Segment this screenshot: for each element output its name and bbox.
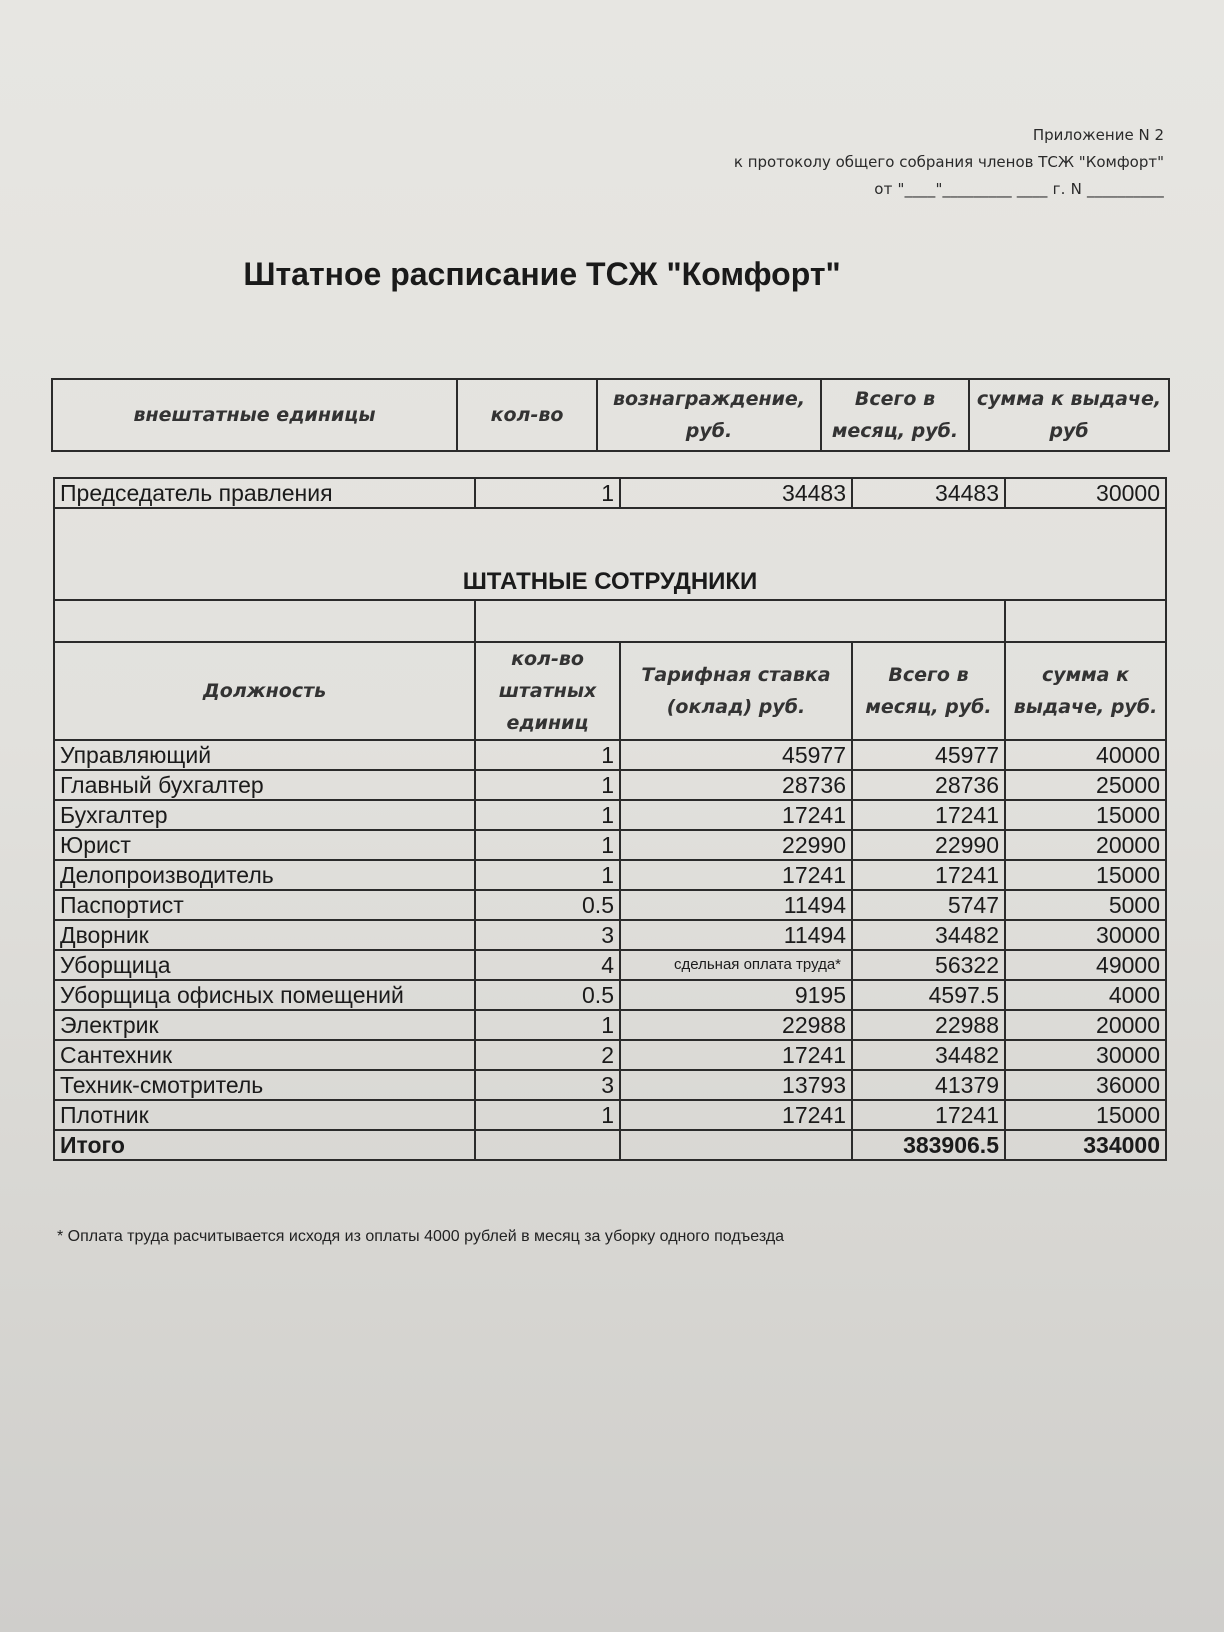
staff-qty: 1 bbox=[475, 740, 620, 770]
table-row bbox=[54, 740, 1166, 770]
staff-month: 41379 bbox=[852, 1070, 1005, 1100]
total-label: Итого bbox=[54, 1130, 475, 1160]
staff-qty: 1 bbox=[475, 1100, 620, 1130]
staff-name: Уборщица bbox=[54, 950, 475, 980]
staff-name: Уборщица офисных помещений bbox=[54, 980, 475, 1010]
staff-qty: 1 bbox=[475, 800, 620, 830]
table-row bbox=[54, 1100, 1166, 1130]
staff-rate: сдельная оплата труда* bbox=[620, 950, 852, 980]
staff-month: 34482 bbox=[852, 1040, 1005, 1070]
total-month: 383906.5 bbox=[852, 1130, 1005, 1160]
header-qty: кол-во bbox=[457, 379, 597, 451]
staff-payout: 4000 bbox=[1005, 980, 1166, 1010]
staff-qty: 3 bbox=[475, 1070, 620, 1100]
staff-qty: 0.5 bbox=[475, 890, 620, 920]
staff-qty: 0.5 bbox=[475, 980, 620, 1010]
staff-payout: 25000 bbox=[1005, 770, 1166, 800]
staff-month: 5747 bbox=[852, 890, 1005, 920]
staff-name: Делопроизводитель bbox=[54, 860, 475, 890]
spacer-cell bbox=[54, 600, 475, 642]
non-staff-rate: 34483 bbox=[620, 478, 852, 508]
staff-rate: 9195 bbox=[620, 980, 852, 1010]
staff-month: 4597.5 bbox=[852, 980, 1005, 1010]
appendix-date-number: от "____"_________ ____ г. N __________ bbox=[874, 180, 1164, 198]
header-payout: сумма к выдаче, руб bbox=[969, 379, 1169, 451]
spacer-cell bbox=[475, 600, 1005, 642]
staff-name: Главный бухгалтер bbox=[54, 770, 475, 800]
table-row bbox=[54, 1010, 1166, 1040]
header-remuneration: вознаграждение, руб. bbox=[597, 379, 821, 451]
appendix-protocol-ref: к протоколу общего собрания членов ТСЖ "Комфорт" bbox=[733, 153, 1164, 171]
staff-qty: 3 bbox=[475, 920, 620, 950]
staff-month: 17241 bbox=[852, 1100, 1005, 1130]
staff-rate: 22988 bbox=[620, 1010, 852, 1040]
staff-name: Сантехник bbox=[54, 1040, 475, 1070]
staff-rate: 22990 bbox=[620, 830, 852, 860]
staff-name: Управляющий bbox=[54, 740, 475, 770]
staff-schedule-table bbox=[53, 477, 1167, 1161]
staff-qty: 1 bbox=[475, 830, 620, 860]
header-month-total: Всего в месяц, руб. bbox=[852, 642, 1005, 740]
non-staff-name: Председатель правления bbox=[54, 478, 475, 508]
header-non-staff-units: внештатные единицы bbox=[52, 379, 457, 451]
footnote: * Оплата труда расчитывается исходя из оплаты 4000 рублей в месяц за уборку одного подъезда bbox=[57, 1228, 785, 1245]
staff-qty: 1 bbox=[475, 1010, 620, 1040]
non-staff-month: 34483 bbox=[852, 478, 1005, 508]
total-payout: 334000 bbox=[1005, 1130, 1166, 1160]
staff-name: Паспортист bbox=[54, 890, 475, 920]
non-staff-row bbox=[54, 478, 1166, 508]
staff-qty: 1 bbox=[475, 860, 620, 890]
table-row bbox=[54, 980, 1166, 1010]
table-row bbox=[54, 800, 1166, 830]
staff-qty: 2 bbox=[475, 1040, 620, 1070]
header-payout: сумма к выдаче, руб. bbox=[1005, 642, 1166, 740]
staff-rate: 17241 bbox=[620, 860, 852, 890]
staff-payout: 30000 bbox=[1005, 920, 1166, 950]
staff-name: Плотник bbox=[54, 1100, 475, 1130]
staff-payout: 30000 bbox=[1005, 1040, 1166, 1070]
staff-month: 45977 bbox=[852, 740, 1005, 770]
staff-month: 22988 bbox=[852, 1010, 1005, 1040]
non-staff-qty: 1 bbox=[475, 478, 620, 508]
table-row bbox=[54, 920, 1166, 950]
staff-payout: 40000 bbox=[1005, 740, 1166, 770]
table-row bbox=[54, 950, 1166, 980]
total-row bbox=[54, 1130, 1166, 1160]
staff-month: 28736 bbox=[852, 770, 1005, 800]
staff-rate: 11494 bbox=[620, 890, 852, 920]
staff-qty: 1 bbox=[475, 770, 620, 800]
staff-name: Техник-смотритель bbox=[54, 1070, 475, 1100]
section-title-row bbox=[54, 508, 1166, 600]
staff-qty: 4 bbox=[475, 950, 620, 980]
table-row bbox=[54, 1040, 1166, 1070]
staff-month: 17241 bbox=[852, 860, 1005, 890]
total-empty-cell bbox=[475, 1130, 620, 1160]
staff-payout: 36000 bbox=[1005, 1070, 1166, 1100]
staff-header-row bbox=[54, 642, 1166, 740]
header-staff-units: кол-во штатных единиц bbox=[475, 642, 620, 740]
staff-name: Дворник bbox=[54, 920, 475, 950]
table-row bbox=[54, 890, 1166, 920]
header-tariff-rate: Тарифная ставка (оклад) руб. bbox=[620, 642, 852, 740]
table-row bbox=[54, 1070, 1166, 1100]
non-staff-header-row bbox=[52, 379, 1169, 451]
staff-payout: 15000 bbox=[1005, 860, 1166, 890]
staff-rate: 45977 bbox=[620, 740, 852, 770]
spacer-row bbox=[54, 600, 1166, 642]
document-title-wrap bbox=[0, 256, 1224, 293]
staff-month: 17241 bbox=[852, 800, 1005, 830]
staff-name: Бухгалтер bbox=[54, 800, 475, 830]
section-title: ШТАТНЫЕ СОТРУДНИКИ bbox=[54, 508, 1166, 600]
appendix-number: Приложение N 2 bbox=[1032, 126, 1164, 144]
staff-rows bbox=[54, 740, 1166, 1130]
staff-name: Юрист bbox=[54, 830, 475, 860]
total-empty-cell bbox=[620, 1130, 852, 1160]
staff-rate: 17241 bbox=[620, 1040, 852, 1070]
staff-rate: 17241 bbox=[620, 800, 852, 830]
staff-rate: 28736 bbox=[620, 770, 852, 800]
spacer-cell bbox=[1005, 600, 1166, 642]
non-staff-payout: 30000 bbox=[1005, 478, 1166, 508]
staff-payout: 20000 bbox=[1005, 830, 1166, 860]
staff-month: 56322 bbox=[852, 950, 1005, 980]
table-row bbox=[54, 830, 1166, 860]
header-position: Должность bbox=[54, 642, 475, 740]
staff-rate: 17241 bbox=[620, 1100, 852, 1130]
staff-rate: 11494 bbox=[620, 920, 852, 950]
non-staff-header-table bbox=[51, 378, 1170, 452]
table-row bbox=[54, 860, 1166, 890]
staff-month: 22990 bbox=[852, 830, 1005, 860]
staff-payout: 5000 bbox=[1005, 890, 1166, 920]
staff-payout: 20000 bbox=[1005, 1010, 1166, 1040]
appendix-header bbox=[734, 122, 1164, 203]
table-row bbox=[54, 770, 1166, 800]
staff-payout: 15000 bbox=[1005, 1100, 1166, 1130]
staff-rate: 13793 bbox=[620, 1070, 852, 1100]
staff-payout: 49000 bbox=[1005, 950, 1166, 980]
staff-name: Электрик bbox=[54, 1010, 475, 1040]
document-title: Штатное расписание ТСЖ "Комфорт" bbox=[243, 256, 841, 292]
staff-payout: 15000 bbox=[1005, 800, 1166, 830]
staff-month: 34482 bbox=[852, 920, 1005, 950]
header-month-total: Всего в месяц, руб. bbox=[821, 379, 969, 451]
